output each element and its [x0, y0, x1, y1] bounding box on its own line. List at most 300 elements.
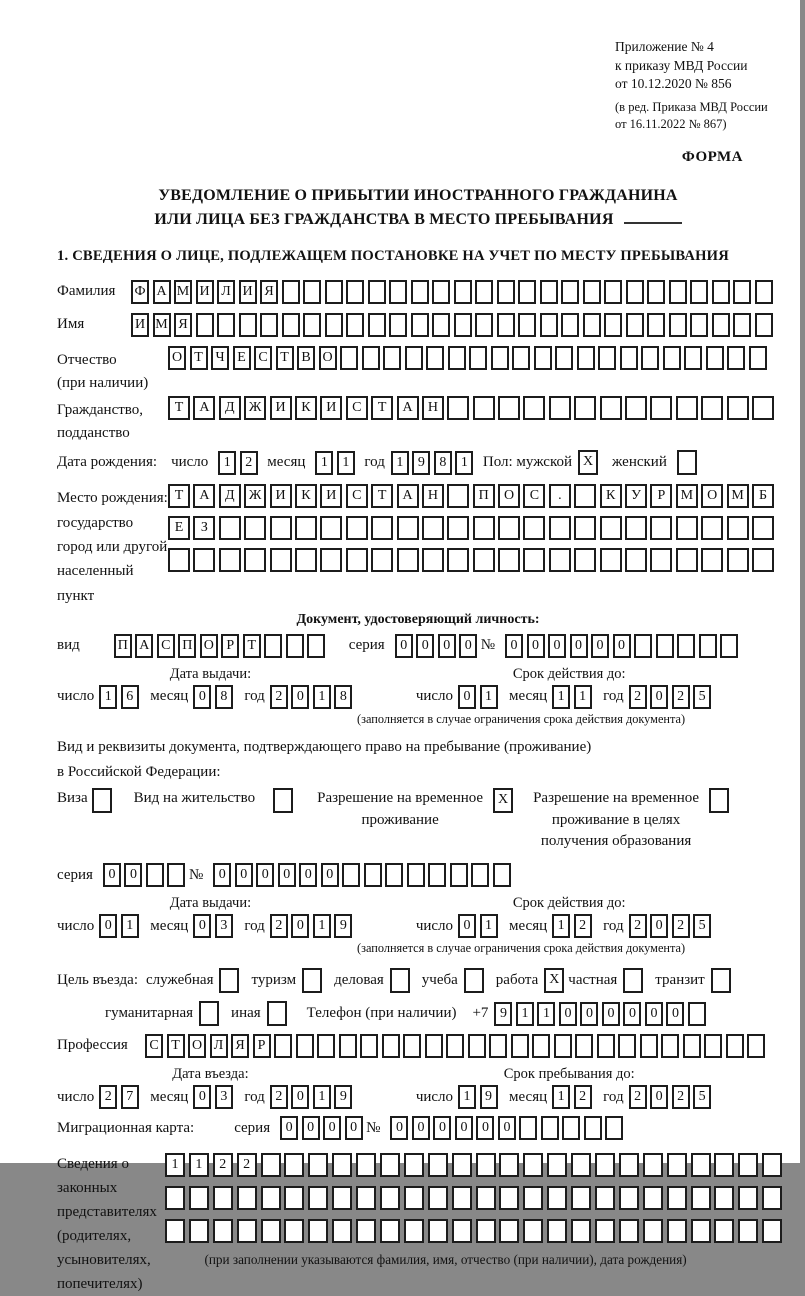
form-cell[interactable]: 3 [215, 914, 233, 938]
form-cell[interactable] [342, 863, 360, 887]
form-cell[interactable]: 0 [213, 863, 231, 887]
form-cell[interactable]: 1 [537, 1002, 555, 1026]
form-cell[interactable] [584, 1116, 602, 1140]
form-cell[interactable] [428, 1219, 448, 1243]
form-cell[interactable] [677, 450, 697, 475]
form-cell[interactable] [532, 1034, 550, 1058]
form-cell[interactable] [598, 346, 616, 370]
form-cell[interactable] [346, 280, 364, 304]
form-cell[interactable]: 5 [693, 685, 711, 709]
form-cell[interactable] [380, 1186, 400, 1210]
form-cell[interactable]: 0 [548, 634, 566, 658]
form-cell[interactable] [432, 313, 450, 337]
form-cell[interactable] [471, 863, 489, 887]
form-cell[interactable]: 8 [434, 451, 452, 475]
form-cell[interactable]: К [295, 484, 317, 508]
form-cell[interactable]: 0 [570, 634, 588, 658]
form-cell[interactable] [604, 313, 622, 337]
form-cell[interactable] [626, 280, 644, 304]
form-cell[interactable] [762, 1219, 782, 1243]
form-cell[interactable] [571, 1186, 591, 1210]
form-cell[interactable]: Р [650, 484, 672, 508]
form-cell[interactable] [583, 313, 601, 337]
form-cell[interactable] [684, 346, 702, 370]
form-cell[interactable] [371, 516, 393, 540]
form-cell[interactable] [92, 788, 112, 813]
form-cell[interactable] [403, 1034, 421, 1058]
form-cell[interactable] [284, 1153, 304, 1177]
form-cell[interactable] [714, 1186, 734, 1210]
form-cell[interactable] [547, 1219, 567, 1243]
form-cell[interactable] [165, 1186, 185, 1210]
form-cell[interactable]: Т [243, 634, 261, 658]
form-cell[interactable] [600, 516, 622, 540]
form-cell[interactable]: Ф [131, 280, 149, 304]
form-cell[interactable]: 0 [559, 1002, 577, 1026]
form-cell[interactable]: Л [217, 280, 235, 304]
form-cell[interactable] [447, 484, 469, 508]
form-cell[interactable]: 0 [433, 1116, 451, 1140]
form-cell[interactable]: 0 [278, 863, 296, 887]
form-cell[interactable] [189, 1219, 209, 1243]
form-cell[interactable] [356, 1153, 376, 1177]
form-cell[interactable]: Р [221, 634, 239, 658]
form-cell[interactable] [667, 1186, 687, 1210]
form-cell[interactable]: А [193, 396, 215, 420]
form-cell[interactable]: 2 [270, 685, 288, 709]
form-cell[interactable] [296, 1034, 314, 1058]
form-cell[interactable] [404, 1186, 424, 1210]
form-cell[interactable]: П [178, 634, 196, 658]
form-cell[interactable] [448, 346, 466, 370]
form-cell[interactable]: 1 [574, 685, 592, 709]
form-cell[interactable]: 0 [256, 863, 274, 887]
form-cell[interactable]: 1 [552, 685, 570, 709]
form-cell[interactable]: И [196, 280, 214, 304]
form-cell[interactable] [317, 1034, 335, 1058]
form-cell[interactable] [669, 313, 687, 337]
form-cell[interactable] [237, 1219, 257, 1243]
form-cell[interactable]: Т [371, 396, 393, 420]
form-cell[interactable] [385, 863, 403, 887]
form-cell[interactable] [239, 313, 257, 337]
form-cell[interactable] [244, 516, 266, 540]
form-cell[interactable] [523, 516, 545, 540]
form-cell[interactable] [600, 396, 622, 420]
form-cell[interactable] [428, 1186, 448, 1210]
form-cell[interactable] [523, 1153, 543, 1177]
form-cell[interactable]: С [346, 484, 368, 508]
form-cell[interactable] [308, 1219, 328, 1243]
form-cell[interactable] [738, 1153, 758, 1177]
form-cell[interactable] [597, 1034, 615, 1058]
form-cell[interactable] [701, 548, 723, 572]
form-cell[interactable]: 0 [623, 1002, 641, 1026]
form-cell[interactable] [511, 1034, 529, 1058]
form-cell[interactable] [476, 1219, 496, 1243]
form-cell[interactable]: Т [190, 346, 208, 370]
form-cell[interactable] [295, 548, 317, 572]
form-cell[interactable] [699, 634, 717, 658]
form-cell[interactable] [267, 1001, 287, 1026]
form-cell[interactable] [422, 516, 444, 540]
form-cell[interactable] [447, 548, 469, 572]
form-cell[interactable]: X [493, 788, 513, 813]
form-cell[interactable]: 0 [193, 1085, 211, 1109]
form-cell[interactable] [389, 313, 407, 337]
form-cell[interactable] [219, 968, 239, 993]
form-cell[interactable] [213, 1219, 233, 1243]
form-cell[interactable] [634, 634, 652, 658]
form-cell[interactable]: 0 [193, 914, 211, 938]
form-cell[interactable] [643, 1219, 663, 1243]
form-cell[interactable] [450, 863, 468, 887]
form-cell[interactable]: Я [260, 280, 278, 304]
form-cell[interactable] [523, 396, 545, 420]
form-cell[interactable] [261, 1153, 281, 1177]
form-cell[interactable] [623, 968, 643, 993]
form-cell[interactable]: 0 [103, 863, 121, 887]
form-cell[interactable] [447, 516, 469, 540]
form-cell[interactable] [468, 1034, 486, 1058]
form-cell[interactable] [656, 634, 674, 658]
form-cell[interactable] [261, 1219, 281, 1243]
form-cell[interactable] [273, 788, 293, 813]
form-cell[interactable]: 9 [334, 914, 352, 938]
form-cell[interactable] [523, 1219, 543, 1243]
form-cell[interactable] [727, 548, 749, 572]
form-cell[interactable] [473, 516, 495, 540]
form-cell[interactable] [647, 313, 665, 337]
form-cell[interactable]: Я [174, 313, 192, 337]
form-cell[interactable] [712, 313, 730, 337]
form-cell[interactable] [476, 1153, 496, 1177]
form-cell[interactable] [383, 346, 401, 370]
form-cell[interactable]: 5 [693, 914, 711, 938]
form-cell[interactable]: 1 [315, 451, 333, 475]
form-cell[interactable]: 0 [505, 634, 523, 658]
form-cell[interactable] [284, 1186, 304, 1210]
form-cell[interactable] [199, 1001, 219, 1026]
form-cell[interactable] [303, 280, 321, 304]
form-cell[interactable]: 1 [516, 1002, 534, 1026]
form-cell[interactable] [562, 1116, 580, 1140]
form-cell[interactable] [308, 1186, 328, 1210]
form-cell[interactable]: Ж [244, 484, 266, 508]
form-cell[interactable] [193, 548, 215, 572]
form-cell[interactable] [733, 313, 751, 337]
form-cell[interactable] [219, 548, 241, 572]
form-cell[interactable] [727, 346, 745, 370]
form-cell[interactable] [168, 548, 190, 572]
form-cell[interactable]: Ч [211, 346, 229, 370]
form-cell[interactable]: 1 [121, 914, 139, 938]
form-cell[interactable] [574, 484, 596, 508]
form-cell[interactable] [325, 313, 343, 337]
form-cell[interactable] [213, 1186, 233, 1210]
form-cell[interactable] [523, 1186, 543, 1210]
form-cell[interactable]: 2 [672, 1085, 690, 1109]
form-cell[interactable] [432, 280, 450, 304]
form-cell[interactable] [217, 313, 235, 337]
form-cell[interactable] [690, 280, 708, 304]
form-cell[interactable] [683, 1034, 701, 1058]
form-cell[interactable]: 1 [165, 1153, 185, 1177]
form-cell[interactable] [577, 346, 595, 370]
form-cell[interactable]: 2 [240, 451, 258, 475]
form-cell[interactable] [523, 548, 545, 572]
form-cell[interactable] [364, 863, 382, 887]
form-cell[interactable] [690, 313, 708, 337]
form-cell[interactable]: 0 [602, 1002, 620, 1026]
form-cell[interactable] [447, 396, 469, 420]
form-cell[interactable]: 1 [480, 685, 498, 709]
form-cell[interactable] [669, 280, 687, 304]
form-cell[interactable] [691, 1186, 711, 1210]
form-cell[interactable] [595, 1186, 615, 1210]
form-cell[interactable] [368, 280, 386, 304]
form-cell[interactable]: О [200, 634, 218, 658]
form-cell[interactable]: 0 [498, 1116, 516, 1140]
form-cell[interactable] [473, 548, 495, 572]
form-cell[interactable]: 0 [580, 1002, 598, 1026]
form-cell[interactable] [493, 863, 511, 887]
form-cell[interactable]: 2 [270, 914, 288, 938]
form-cell[interactable] [422, 548, 444, 572]
form-cell[interactable]: 0 [291, 685, 309, 709]
form-cell[interactable] [540, 313, 558, 337]
form-cell[interactable]: 9 [412, 451, 430, 475]
form-cell[interactable]: 1 [552, 914, 570, 938]
form-cell[interactable]: 0 [323, 1116, 341, 1140]
form-cell[interactable] [714, 1153, 734, 1177]
form-cell[interactable]: X [544, 968, 564, 993]
form-cell[interactable]: Е [233, 346, 251, 370]
form-cell[interactable] [626, 313, 644, 337]
form-cell[interactable] [691, 1219, 711, 1243]
form-cell[interactable] [499, 1153, 519, 1177]
form-cell[interactable] [332, 1186, 352, 1210]
form-cell[interactable] [541, 1116, 559, 1140]
form-cell[interactable]: Н [422, 484, 444, 508]
form-cell[interactable] [625, 516, 647, 540]
form-cell[interactable] [497, 280, 515, 304]
form-cell[interactable]: И [270, 396, 292, 420]
form-cell[interactable]: Т [168, 484, 190, 508]
form-cell[interactable] [189, 1186, 209, 1210]
form-cell[interactable] [733, 280, 751, 304]
form-cell[interactable] [284, 1219, 304, 1243]
form-cell[interactable] [261, 1186, 281, 1210]
form-cell[interactable]: 2 [672, 685, 690, 709]
form-cell[interactable] [452, 1153, 472, 1177]
form-cell[interactable] [302, 968, 322, 993]
form-cell[interactable] [711, 968, 731, 993]
form-cell[interactable] [219, 516, 241, 540]
form-cell[interactable] [282, 280, 300, 304]
form-cell[interactable] [549, 396, 571, 420]
form-cell[interactable] [574, 396, 596, 420]
form-cell[interactable] [295, 516, 317, 540]
form-cell[interactable]: С [254, 346, 272, 370]
form-cell[interactable] [619, 1186, 639, 1210]
form-cell[interactable] [411, 280, 429, 304]
form-cell[interactable] [752, 516, 774, 540]
form-cell[interactable] [738, 1219, 758, 1243]
form-cell[interactable] [274, 1034, 292, 1058]
form-cell[interactable] [595, 1153, 615, 1177]
form-cell[interactable] [661, 1034, 679, 1058]
form-cell[interactable]: 0 [412, 1116, 430, 1140]
form-cell[interactable] [446, 1034, 464, 1058]
form-cell[interactable]: 2 [629, 914, 647, 938]
form-cell[interactable] [405, 346, 423, 370]
form-cell[interactable] [371, 548, 393, 572]
form-cell[interactable]: И [270, 484, 292, 508]
form-cell[interactable] [165, 1219, 185, 1243]
form-cell[interactable]: 1 [189, 1153, 209, 1177]
form-cell[interactable] [425, 1034, 443, 1058]
form-cell[interactable] [701, 516, 723, 540]
form-cell[interactable] [619, 1219, 639, 1243]
form-cell[interactable] [762, 1186, 782, 1210]
form-cell[interactable] [620, 346, 638, 370]
form-cell[interactable] [475, 280, 493, 304]
form-cell[interactable]: 1 [458, 1085, 476, 1109]
form-cell[interactable]: 9 [480, 1085, 498, 1109]
form-cell[interactable] [738, 1186, 758, 1210]
form-cell[interactable]: С [157, 634, 175, 658]
form-cell[interactable]: 1 [552, 1085, 570, 1109]
form-cell[interactable] [332, 1219, 352, 1243]
form-cell[interactable]: 2 [99, 1085, 117, 1109]
form-cell[interactable]: М [676, 484, 698, 508]
form-cell[interactable] [518, 280, 536, 304]
form-cell[interactable]: 0 [302, 1116, 320, 1140]
form-cell[interactable]: 0 [280, 1116, 298, 1140]
form-cell[interactable]: Т [167, 1034, 185, 1058]
form-cell[interactable] [489, 1034, 507, 1058]
form-cell[interactable] [561, 280, 579, 304]
form-cell[interactable] [604, 280, 622, 304]
form-cell[interactable]: Е [168, 516, 190, 540]
form-cell[interactable]: 9 [494, 1002, 512, 1026]
form-cell[interactable]: А [153, 280, 171, 304]
form-cell[interactable] [390, 968, 410, 993]
form-cell[interactable] [640, 1034, 658, 1058]
form-cell[interactable]: С [346, 396, 368, 420]
form-cell[interactable]: 0 [527, 634, 545, 658]
form-cell[interactable] [749, 346, 767, 370]
form-cell[interactable]: 2 [672, 914, 690, 938]
form-cell[interactable]: М [727, 484, 749, 508]
form-cell[interactable] [762, 1153, 782, 1177]
form-cell[interactable] [499, 1219, 519, 1243]
form-cell[interactable]: 2 [574, 914, 592, 938]
form-cell[interactable] [320, 548, 342, 572]
form-cell[interactable]: 0 [438, 634, 456, 658]
form-cell[interactable]: 0 [345, 1116, 363, 1140]
form-cell[interactable]: 0 [645, 1002, 663, 1026]
form-cell[interactable]: Б [752, 484, 774, 508]
form-cell[interactable]: П [114, 634, 132, 658]
form-cell[interactable]: 2 [629, 1085, 647, 1109]
form-cell[interactable]: 1 [455, 451, 473, 475]
form-cell[interactable]: З [193, 516, 215, 540]
form-cell[interactable] [282, 313, 300, 337]
form-cell[interactable] [727, 516, 749, 540]
form-cell[interactable] [726, 1034, 744, 1058]
form-cell[interactable] [575, 1034, 593, 1058]
form-cell[interactable] [518, 313, 536, 337]
form-cell[interactable]: Л [210, 1034, 228, 1058]
form-cell[interactable] [320, 516, 342, 540]
form-cell[interactable] [476, 1186, 496, 1210]
form-cell[interactable] [411, 313, 429, 337]
form-cell[interactable] [643, 1186, 663, 1210]
form-cell[interactable] [270, 548, 292, 572]
form-cell[interactable] [473, 396, 495, 420]
form-cell[interactable] [676, 396, 698, 420]
form-cell[interactable] [469, 346, 487, 370]
form-cell[interactable] [727, 396, 749, 420]
form-cell[interactable]: 9 [334, 1085, 352, 1109]
form-cell[interactable] [389, 280, 407, 304]
form-cell[interactable]: 1 [218, 451, 236, 475]
form-cell[interactable] [491, 346, 509, 370]
form-cell[interactable] [600, 548, 622, 572]
form-cell[interactable]: О [188, 1034, 206, 1058]
form-cell[interactable]: Д [219, 396, 241, 420]
form-cell[interactable]: П [473, 484, 495, 508]
form-cell[interactable] [667, 1219, 687, 1243]
form-cell[interactable]: Т [371, 484, 393, 508]
form-cell[interactable] [380, 1153, 400, 1177]
form-cell[interactable]: 1 [391, 451, 409, 475]
form-cell[interactable] [196, 313, 214, 337]
form-cell[interactable] [428, 1153, 448, 1177]
form-cell[interactable] [339, 1034, 357, 1058]
form-cell[interactable]: X [578, 450, 598, 475]
form-cell[interactable]: А [397, 484, 419, 508]
form-cell[interactable] [650, 516, 672, 540]
form-cell[interactable] [346, 516, 368, 540]
form-cell[interactable]: 1 [480, 914, 498, 938]
form-cell[interactable]: 0 [458, 685, 476, 709]
form-cell[interactable] [332, 1153, 352, 1177]
form-cell[interactable] [720, 634, 738, 658]
form-cell[interactable] [549, 548, 571, 572]
form-cell[interactable]: 2 [629, 685, 647, 709]
form-cell[interactable] [547, 1186, 567, 1210]
form-cell[interactable] [308, 1153, 328, 1177]
form-cell[interactable] [561, 313, 579, 337]
form-cell[interactable]: 1 [313, 685, 331, 709]
form-cell[interactable]: 0 [666, 1002, 684, 1026]
form-cell[interactable]: 3 [215, 1085, 233, 1109]
form-cell[interactable]: 0 [591, 634, 609, 658]
form-cell[interactable] [475, 313, 493, 337]
form-cell[interactable]: 1 [313, 1085, 331, 1109]
form-cell[interactable] [454, 280, 472, 304]
form-cell[interactable] [362, 346, 380, 370]
form-cell[interactable] [260, 313, 278, 337]
form-cell[interactable]: 1 [337, 451, 355, 475]
form-cell[interactable]: Д [219, 484, 241, 508]
form-cell[interactable]: Я [231, 1034, 249, 1058]
form-cell[interactable] [704, 1034, 722, 1058]
form-cell[interactable]: О [498, 484, 520, 508]
